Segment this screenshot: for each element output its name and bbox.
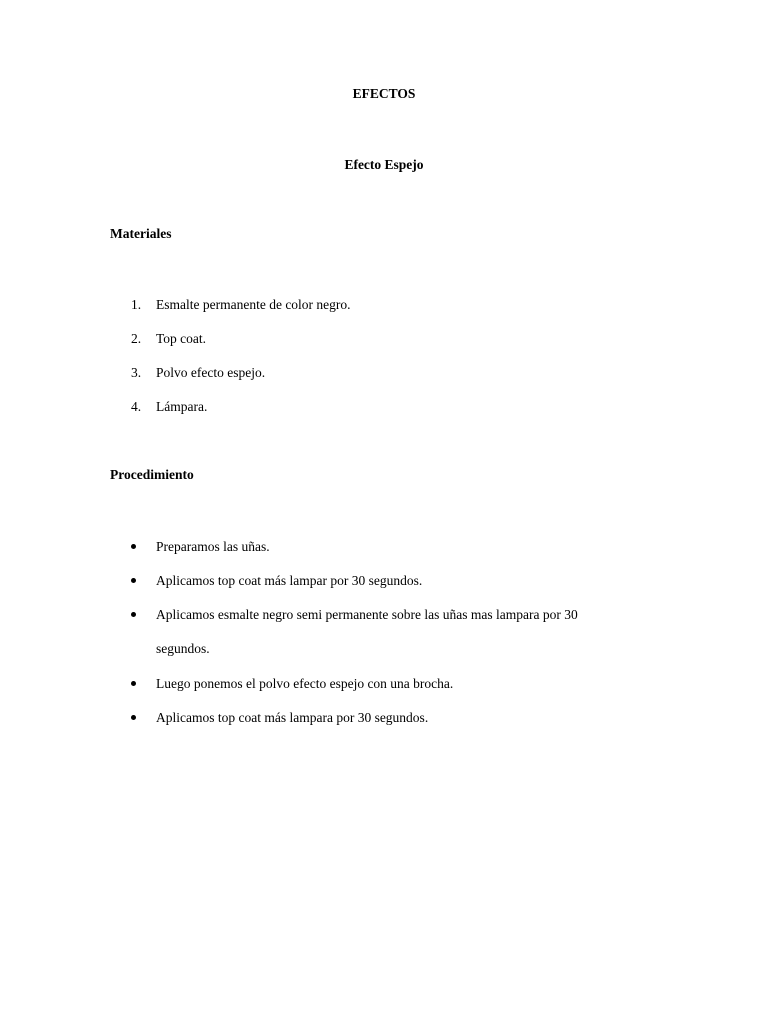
- list-item-text: Luego ponemos el polvo efecto espejo con una brocha.: [156, 676, 454, 691]
- list-item-text: Polvo efecto espejo.: [156, 365, 266, 380]
- list-number: 3.: [131, 365, 142, 380]
- document-title: EFECTOS: [352, 86, 416, 101]
- list-item: [0, 675, 656, 709]
- procedimiento-heading: Procedimiento: [110, 467, 194, 482]
- list-item-text: Esmalte permanente de color negro.: [156, 297, 351, 312]
- list-number: 4.: [131, 399, 142, 414]
- list-item: [0, 364, 656, 398]
- list-item: [0, 398, 656, 432]
- list-item-text: Aplicamos top coat más lampar por 30 segundos.: [156, 573, 423, 588]
- list-item: [0, 538, 656, 572]
- list-item-text-continuation: segundos.: [156, 641, 210, 656]
- list-item-text: Preparamos las uñas.: [156, 539, 270, 554]
- list-number: 1.: [131, 297, 142, 312]
- document-subtitle: Efecto Espejo: [344, 157, 424, 172]
- list-item-text: Lámpara.: [156, 399, 208, 414]
- list-item-text: Aplicamos top coat más lampara por 30 segundos.: [156, 710, 429, 725]
- list-item: [0, 330, 656, 364]
- procedimiento-list: [0, 538, 768, 743]
- list-item: [0, 606, 716, 675]
- list-item: [0, 572, 656, 606]
- list-item-text: Aplicamos esmalte negro semi permanente sobre las uñas mas lampara por 30: [156, 607, 578, 622]
- bullet-icon: [131, 612, 136, 617]
- materiales-list: [0, 296, 768, 432]
- bullet-icon: [131, 681, 136, 686]
- bullet-icon: [131, 578, 136, 583]
- list-item-text: Top coat.: [156, 331, 207, 346]
- bullet-icon: [131, 544, 136, 549]
- bullet-icon: [131, 715, 136, 720]
- list-number: 2.: [131, 331, 142, 346]
- list-item: [0, 709, 656, 743]
- list-item: [0, 296, 656, 330]
- materiales-heading: Materiales: [110, 226, 172, 241]
